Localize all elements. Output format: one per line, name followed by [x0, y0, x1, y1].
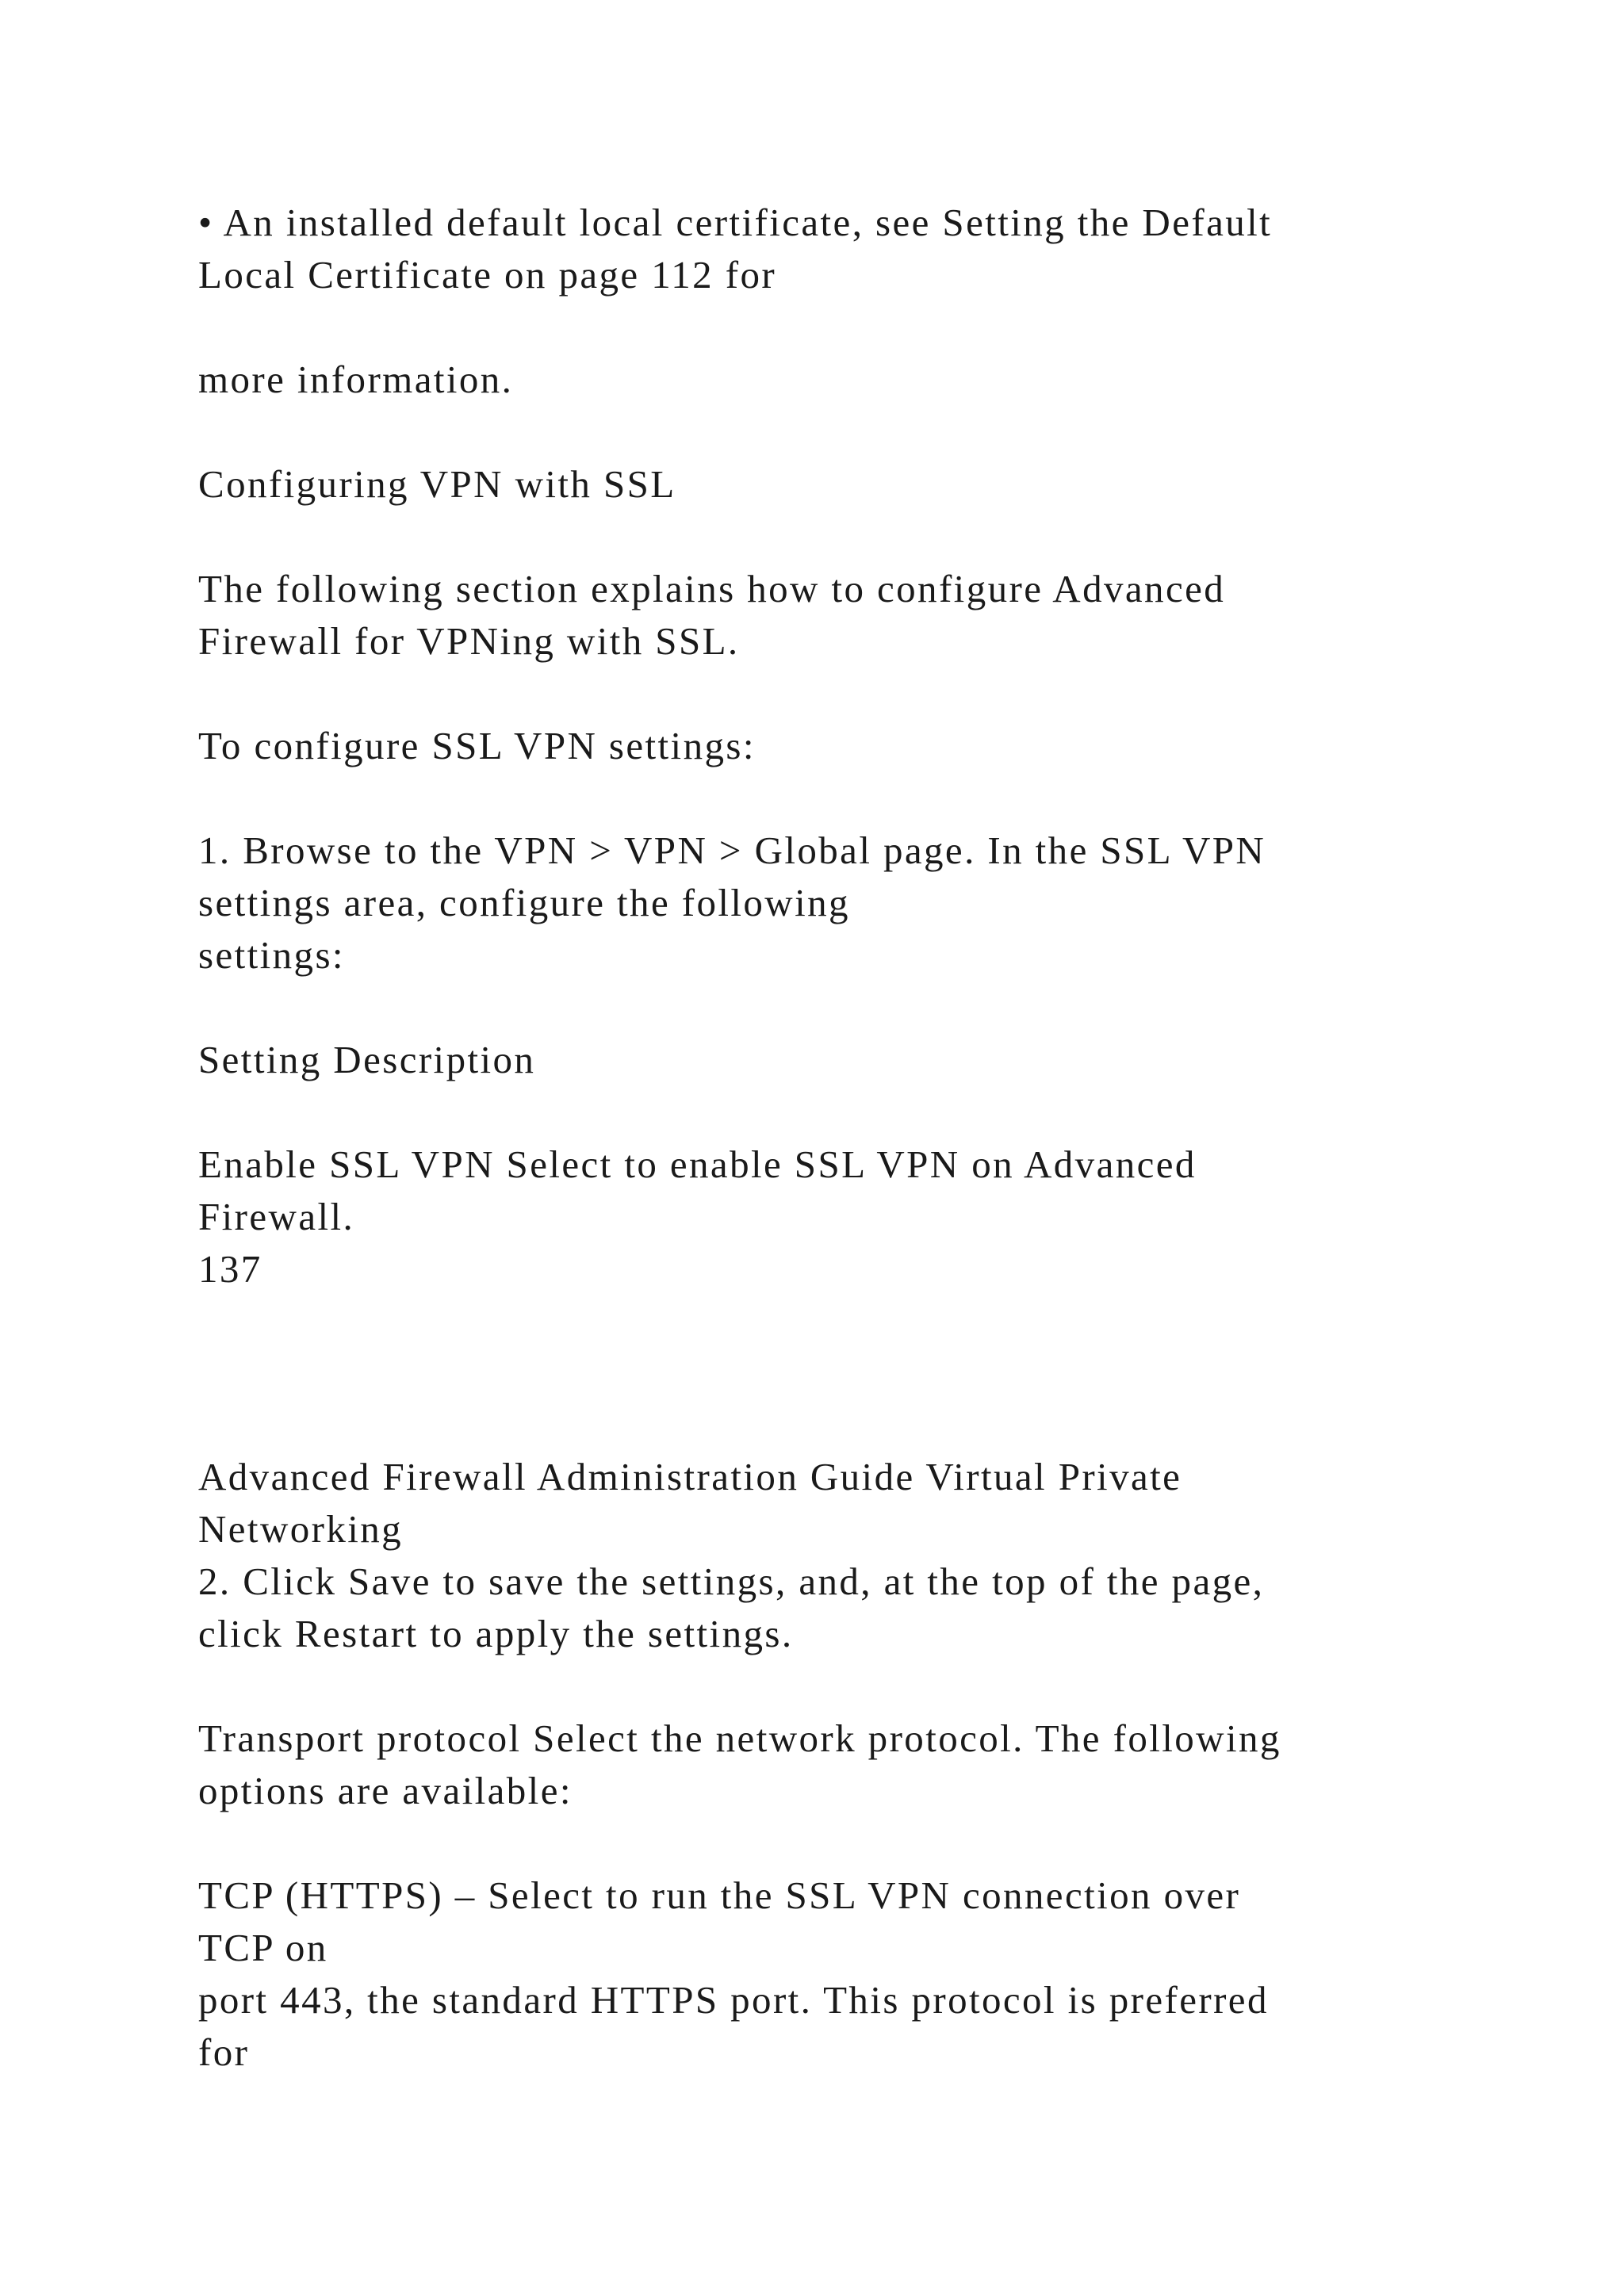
text-line: port 443, the standard HTTPS port. This protocol is preferred: [198, 1978, 1269, 2022]
text-line: To configure SSL VPN settings:: [198, 724, 756, 767]
text-line: settings area, configure the following: [198, 881, 850, 924]
text-line: Firewall for VPNing with SSL.: [198, 619, 740, 663]
text-line: Enable SSL VPN Select to enable SSL VPN on Advanced: [198, 1142, 1197, 1186]
text-line: The following section explains how to configure Advanced: [198, 567, 1226, 610]
text-line: options are available:: [198, 1769, 573, 1812]
text-line: 2. Click Save to save the settings, and, at the top of the page,: [198, 1559, 1265, 1603]
guide-header-paragraph: [198, 1451, 1419, 1660]
tcp-https-option: [198, 1869, 1419, 2079]
text-line: 1. Browse to the VPN > VPN > Global page. In the SSL VPN: [198, 828, 1266, 872]
section-heading: [198, 458, 1419, 511]
text-line: settings:: [198, 933, 345, 977]
text-line: Transport protocol Select the network protocol. The following: [198, 1716, 1281, 1760]
page-number: 137: [198, 1247, 262, 1291]
text-line: Local Certificate on page 112 for: [198, 253, 777, 297]
text-line: Networking: [198, 1507, 404, 1551]
text-line: Configuring VPN with SSL: [198, 462, 676, 506]
text-line: TCP on: [198, 1926, 328, 1969]
step-one-paragraph: [198, 825, 1419, 982]
more-information-paragraph: [198, 354, 1419, 406]
procedure-heading: [198, 720, 1419, 772]
text-line: Firewall.: [198, 1195, 355, 1238]
text-line: click Restart to apply the settings.: [198, 1612, 794, 1655]
enable-ssl-vpn-row: [198, 1138, 1419, 1295]
text-line: Setting Description: [198, 1038, 536, 1081]
intro-paragraph: [198, 563, 1419, 668]
text-line: TCP (HTTPS) – Select to run the SSL VPN connection over: [198, 1873, 1241, 1917]
transport-protocol-row: [198, 1712, 1419, 1817]
text-line: for: [198, 2030, 250, 2074]
text-line: Advanced Firewall Administration Guide Virtual Private: [198, 1455, 1182, 1498]
text-line: • An installed default local certificate, see Setting the Default: [198, 201, 1273, 244]
table-header: [198, 1034, 1419, 1086]
bullet-certificate-paragraph: [198, 197, 1419, 301]
text-line: more information.: [198, 358, 514, 401]
